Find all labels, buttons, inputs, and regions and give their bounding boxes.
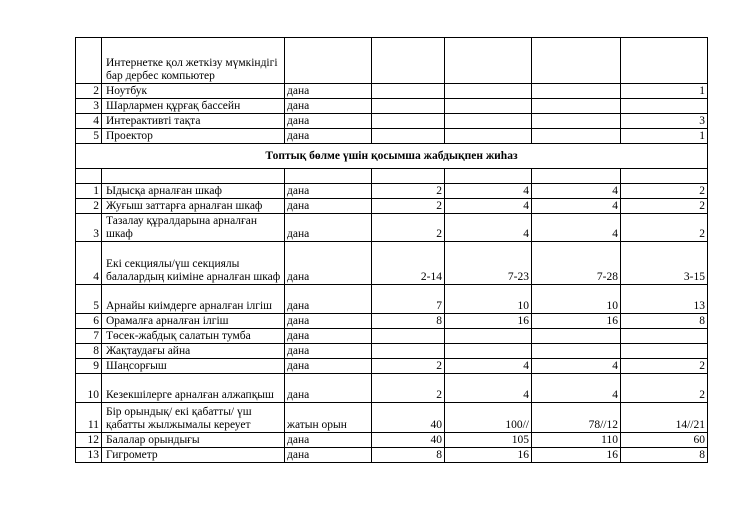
cell-name: Арнайы киімдерге арналған ілгіш — [102, 285, 285, 314]
cell-c1: 2 — [372, 214, 445, 242]
cell-name: Ноутбук — [102, 84, 285, 99]
cell-c2: 16 — [445, 448, 532, 463]
cell-unit: дана — [285, 448, 372, 463]
cell-c4: 14//21 — [621, 403, 708, 433]
cell-name: Орамалға арналған ілгіш — [102, 314, 285, 329]
cell-name: Интерактивті тақта — [102, 114, 285, 129]
table-row — [76, 114, 708, 129]
cell-c3: 4 — [532, 214, 621, 242]
equipment-table — [75, 37, 708, 463]
cell-name: Жақтаудағы айна — [102, 344, 285, 359]
table-row — [76, 184, 708, 199]
table-row — [76, 214, 708, 242]
cell-c1 — [372, 344, 445, 359]
cell-c1: 40 — [372, 433, 445, 448]
cell-c1: 2 — [372, 184, 445, 199]
cell-unit: дана — [285, 129, 372, 144]
cell-num: 5 — [76, 285, 102, 314]
cell-name: Ыдысқа арналған шкаф — [102, 184, 285, 199]
cell-c4 — [621, 329, 708, 344]
table-row — [76, 433, 708, 448]
cell-name: Проектор — [102, 129, 285, 144]
cell-c4: 3 — [621, 114, 708, 129]
cell-c1 — [372, 99, 445, 114]
cell-c2 — [445, 344, 532, 359]
table-row — [76, 242, 708, 285]
cell-c4: 1 — [621, 84, 708, 99]
table-row — [76, 359, 708, 374]
cell-unit: дана — [285, 114, 372, 129]
cell-name: Гигрометр — [102, 448, 285, 463]
cell-c1: 2 — [372, 199, 445, 214]
cell-c3: 78//12 — [532, 403, 621, 433]
cell-unit: дана — [285, 374, 372, 403]
cell-num: 13 — [76, 448, 102, 463]
table-row — [76, 199, 708, 214]
table-row — [76, 344, 708, 359]
cell-c3 — [532, 84, 621, 99]
cell-c3: 4 — [532, 184, 621, 199]
cell-c1 — [372, 38, 445, 84]
cell-name: Жуғыш заттарға арналған шкаф — [102, 199, 285, 214]
cell-num: 2 — [76, 199, 102, 214]
cell-num — [76, 38, 102, 84]
table-row — [76, 84, 708, 99]
table-row — [76, 285, 708, 314]
cell-c1 — [372, 84, 445, 99]
section-title: Топтық бөлме үшін қосымша жабдықпен жиһаз — [76, 144, 708, 169]
cell-c2: 4 — [445, 374, 532, 403]
table-body-top — [76, 38, 708, 144]
cell-c2: 7-23 — [445, 242, 532, 285]
cell-num: 6 — [76, 314, 102, 329]
cell-unit: дана — [285, 99, 372, 114]
cell-unit: дана — [285, 314, 372, 329]
cell-c1: 2 — [372, 374, 445, 403]
cell-c3: 10 — [532, 285, 621, 314]
table-row — [76, 329, 708, 344]
cell-c3: 110 — [532, 433, 621, 448]
cell-c2: 100// — [445, 403, 532, 433]
cell-name: Шарлармен құрғақ бассейн — [102, 99, 285, 114]
cell-c1 — [372, 114, 445, 129]
table-row — [76, 129, 708, 144]
cell-num: 11 — [76, 403, 102, 433]
cell-num: 3 — [76, 214, 102, 242]
cell-c2: 4 — [445, 214, 532, 242]
cell-c4: 1 — [621, 129, 708, 144]
table-row — [76, 99, 708, 114]
cell-num: 12 — [76, 433, 102, 448]
spacer-row — [76, 169, 708, 184]
cell-num: 4 — [76, 114, 102, 129]
cell-name: Төсек-жабдық салатын тумба — [102, 329, 285, 344]
cell-name: Бір орындық/ екі қабатты/ үш қабатты жылжымалы кереует — [102, 403, 285, 433]
cell-c2 — [445, 38, 532, 84]
cell-unit: дана — [285, 344, 372, 359]
table-row — [76, 374, 708, 403]
cell-num: 7 — [76, 329, 102, 344]
cell-c1 — [372, 129, 445, 144]
cell-c4: 8 — [621, 314, 708, 329]
cell-c2: 4 — [445, 199, 532, 214]
cell-c2 — [445, 114, 532, 129]
cell-name: Шаңсорғыш — [102, 359, 285, 374]
cell-unit: дана — [285, 199, 372, 214]
cell-num: 2 — [76, 84, 102, 99]
cell-unit: дана — [285, 285, 372, 314]
cell-c4: 2 — [621, 374, 708, 403]
cell-c4: 60 — [621, 433, 708, 448]
cell-c1: 2 — [372, 359, 445, 374]
cell-c1: 40 — [372, 403, 445, 433]
cell-c2: 4 — [445, 184, 532, 199]
table-row — [76, 448, 708, 463]
cell-c1: 2-14 — [372, 242, 445, 285]
cell-num: 1 — [76, 184, 102, 199]
cell-c2: 16 — [445, 314, 532, 329]
cell-c1: 8 — [372, 314, 445, 329]
cell-c4: 13 — [621, 285, 708, 314]
cell-c2 — [445, 329, 532, 344]
cell-c3: 7-28 — [532, 242, 621, 285]
cell-c1: 7 — [372, 285, 445, 314]
cell-num: 8 — [76, 344, 102, 359]
cell-unit: дана — [285, 214, 372, 242]
cell-c3 — [532, 329, 621, 344]
cell-c1: 8 — [372, 448, 445, 463]
cell-c3 — [532, 114, 621, 129]
cell-c3 — [532, 99, 621, 114]
cell-unit — [285, 38, 372, 84]
cell-c2 — [445, 129, 532, 144]
cell-c1 — [372, 329, 445, 344]
cell-unit: дана — [285, 359, 372, 374]
cell-num: 3 — [76, 99, 102, 114]
cell-name: Тазалау құралдарына арналған шкаф — [102, 214, 285, 242]
cell-c3 — [532, 344, 621, 359]
cell-c3: 4 — [532, 359, 621, 374]
cell-name: Балалар орындығы — [102, 433, 285, 448]
cell-c3: 16 — [532, 314, 621, 329]
cell-c4 — [621, 38, 708, 84]
cell-num: 5 — [76, 129, 102, 144]
cell-c4: 2 — [621, 199, 708, 214]
cell-name: Интернетке қол жеткізу мүмкіндігі бар дербес компьютер — [102, 38, 285, 84]
cell-c3: 4 — [532, 374, 621, 403]
cell-unit: дана — [285, 184, 372, 199]
cell-c2 — [445, 99, 532, 114]
cell-unit: жатын орын — [285, 403, 372, 433]
cell-c3 — [532, 38, 621, 84]
cell-c2: 105 — [445, 433, 532, 448]
cell-name: Кезекшілерге арналған алжапқыш — [102, 374, 285, 403]
table-row — [76, 314, 708, 329]
cell-c3 — [532, 129, 621, 144]
cell-c2: 10 — [445, 285, 532, 314]
cell-unit: дана — [285, 242, 372, 285]
cell-c4: 3-15 — [621, 242, 708, 285]
cell-c3: 4 — [532, 199, 621, 214]
cell-name: Екі секциялы/үш секциялы балалардың киіміне арналған шкаф — [102, 242, 285, 285]
cell-c4: 2 — [621, 359, 708, 374]
cell-num: 10 — [76, 374, 102, 403]
cell-c2: 4 — [445, 359, 532, 374]
cell-num: 9 — [76, 359, 102, 374]
cell-c4: 2 — [621, 184, 708, 199]
table-body-bottom — [76, 184, 708, 463]
cell-c4 — [621, 344, 708, 359]
section-header-body — [76, 144, 708, 184]
section-header-row — [76, 144, 708, 169]
cell-unit: дана — [285, 329, 372, 344]
cell-unit: дана — [285, 433, 372, 448]
cell-num: 4 — [76, 242, 102, 285]
cell-unit: дана — [285, 84, 372, 99]
table-row — [76, 38, 708, 84]
cell-c4 — [621, 99, 708, 114]
cell-c2 — [445, 84, 532, 99]
cell-c3: 16 — [532, 448, 621, 463]
table-row — [76, 403, 708, 433]
cell-c4: 8 — [621, 448, 708, 463]
cell-c4: 2 — [621, 214, 708, 242]
